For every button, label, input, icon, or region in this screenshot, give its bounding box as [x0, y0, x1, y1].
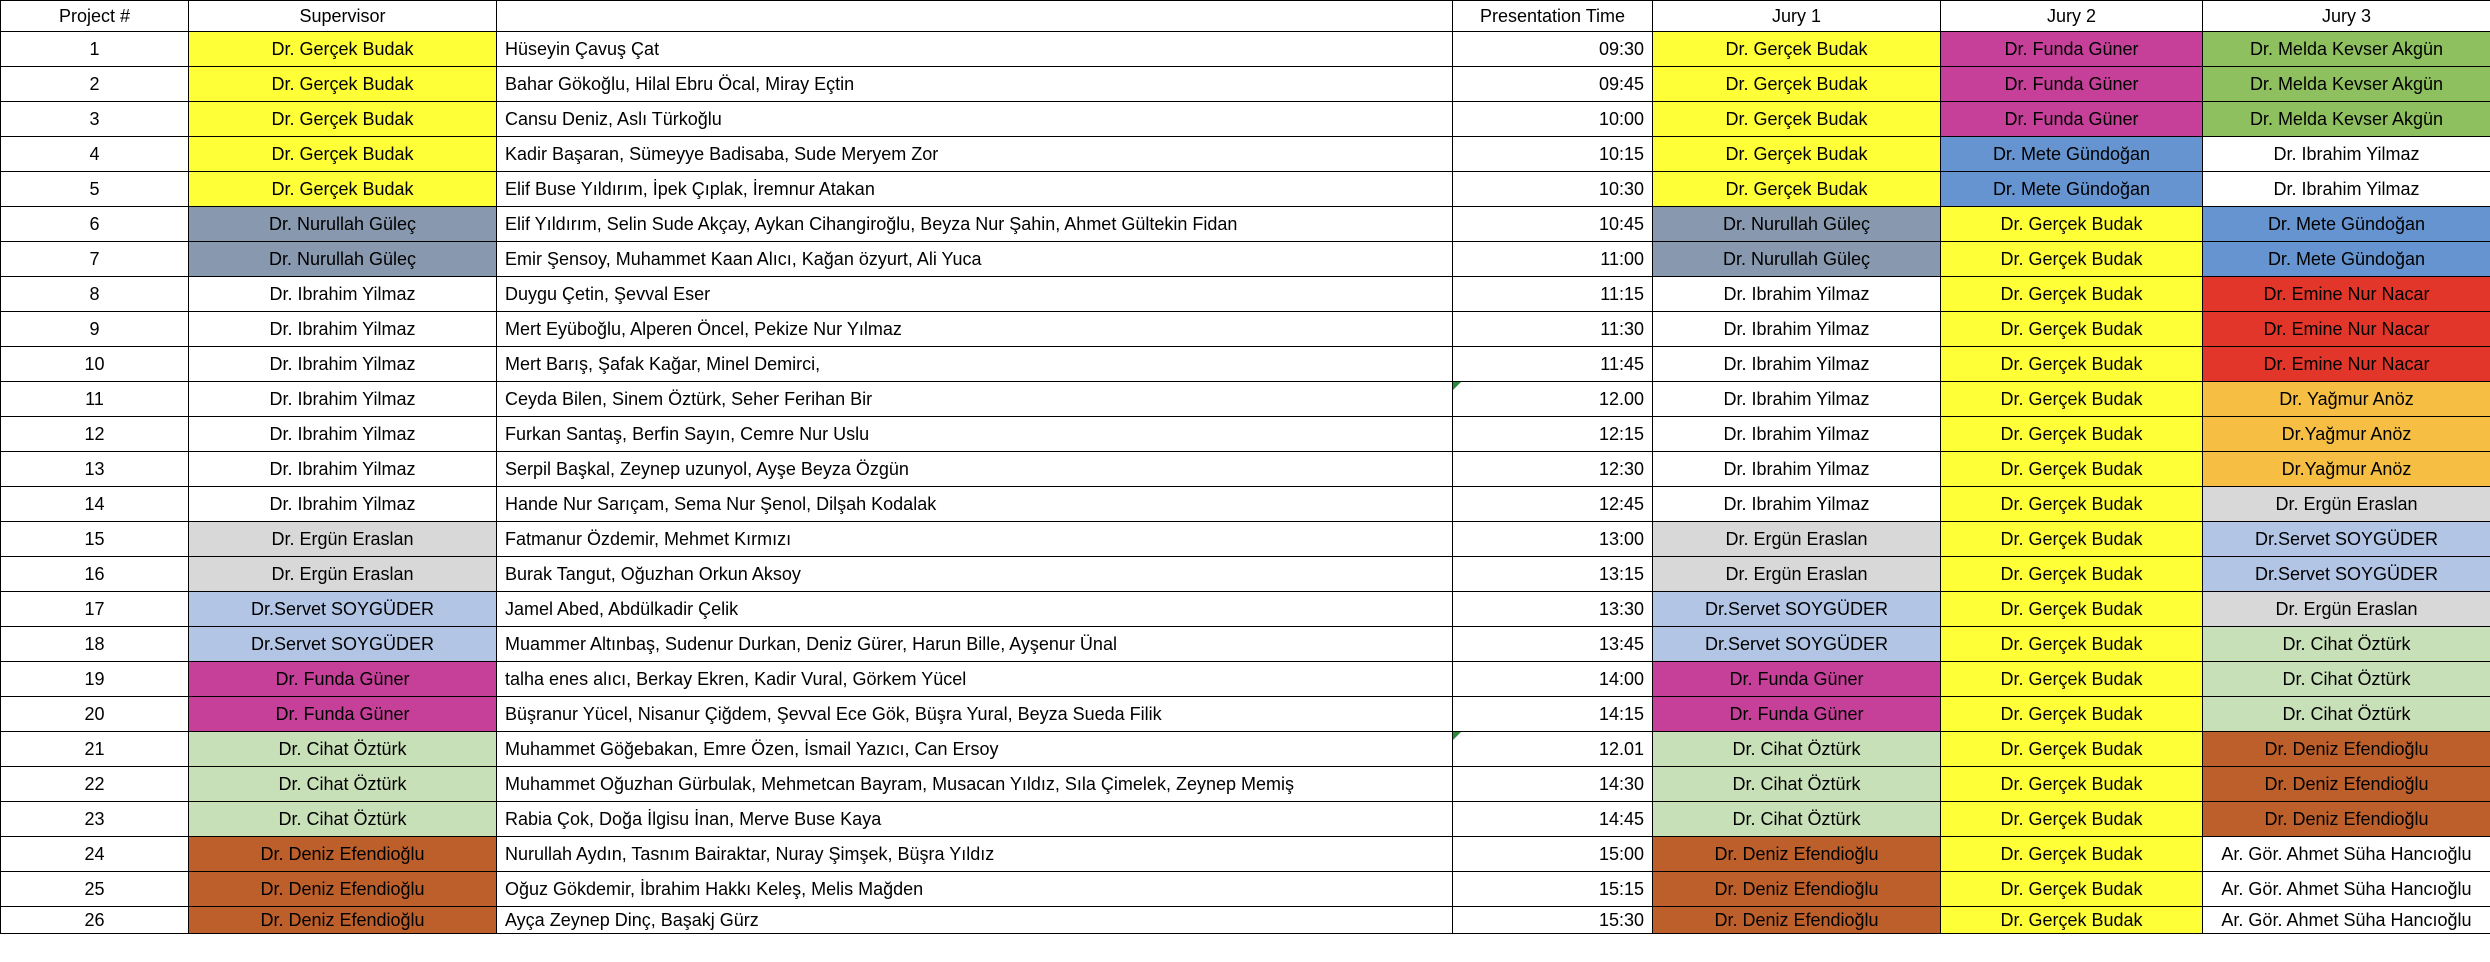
time-cell[interactable]: 14:00 — [1453, 662, 1653, 697]
project-number-cell[interactable]: 13 — [1, 452, 189, 487]
supervisor-cell[interactable]: Dr.Servet SOYGÜDER — [189, 627, 497, 662]
table-row — [1, 172, 2490, 207]
jury1-cell[interactable]: Dr. Cihat Öztürk — [1653, 767, 1941, 802]
project-number-cell[interactable]: 14 — [1, 487, 189, 522]
supervisor-cell[interactable]: Dr. Nurullah Güleç — [189, 207, 497, 242]
table-row — [1, 837, 2490, 872]
jury3-cell[interactable]: Dr. Deniz Efendioğlu — [2203, 802, 2490, 837]
supervisor-cell[interactable]: Dr. Ibrahim Yilmaz — [189, 312, 497, 347]
time-cell[interactable]: 12.00 — [1453, 382, 1653, 417]
jury2-cell[interactable]: Dr. Gerçek Budak — [1941, 312, 2203, 347]
time-cell[interactable]: 14:45 — [1453, 802, 1653, 837]
team-cell[interactable]: Burak Tangut, Oğuzhan Orkun Aksoy — [497, 557, 1453, 592]
project-number-cell[interactable]: 16 — [1, 557, 189, 592]
header-team — [497, 1, 1453, 32]
jury2-cell[interactable]: Dr. Gerçek Budak — [1941, 522, 2203, 557]
jury1-cell[interactable]: Dr. Ibrahim Yilmaz — [1653, 312, 1941, 347]
jury2-cell[interactable]: Dr. Funda Güner — [1941, 32, 2203, 67]
project-number-cell[interactable]: 10 — [1, 347, 189, 382]
jury2-cell[interactable]: Dr. Gerçek Budak — [1941, 452, 2203, 487]
team-cell[interactable]: Ayça Zeynep Dinç, Başakj Gürz — [497, 907, 1453, 934]
table-row — [1, 242, 2490, 277]
jury3-cell[interactable]: Ar. Gör. Ahmet Süha Hancıoğlu — [2203, 837, 2490, 872]
header-presentation-time: Presentation Time — [1453, 1, 1653, 32]
team-cell[interactable]: Emir Şensoy, Muhammet Kaan Alıcı, Kağan özyurt, Ali Yuca — [497, 242, 1453, 277]
time-cell[interactable]: 13:30 — [1453, 592, 1653, 627]
project-number-cell[interactable]: 3 — [1, 102, 189, 137]
time-cell[interactable]: 10:30 — [1453, 172, 1653, 207]
jury3-cell[interactable]: Dr. Emine Nur Nacar — [2203, 312, 2490, 347]
jury3-cell[interactable]: Dr. Melda Kevser Akgün — [2203, 32, 2490, 67]
supervisor-cell[interactable]: Dr. Ibrahim Yilmaz — [189, 417, 497, 452]
supervisor-cell[interactable]: Dr. Ibrahim Yilmaz — [189, 487, 497, 522]
supervisor-cell[interactable]: Dr.Servet SOYGÜDER — [189, 592, 497, 627]
team-cell[interactable]: Serpil Başkal, Zeynep uzunyol, Ayşe Beyza Özgün — [497, 452, 1453, 487]
team-cell[interactable]: Büşranur Yücel, Nisanur Çiğdem, Şevval Ece Gök, Büşra Yural, Beyza Sueda Filik — [497, 697, 1453, 732]
jury3-cell[interactable]: Ar. Gör. Ahmet Süha Hancıoğlu — [2203, 907, 2490, 934]
project-number-cell[interactable]: 24 — [1, 837, 189, 872]
jury3-cell[interactable]: Dr. Cihat Öztürk — [2203, 627, 2490, 662]
jury3-cell[interactable]: Dr. Ibrahim Yilmaz — [2203, 172, 2490, 207]
team-cell[interactable]: Rabia Çok, Doğa İlgisu İnan, Merve Buse Kaya — [497, 802, 1453, 837]
table-row — [1, 697, 2490, 732]
supervisor-cell[interactable]: Dr. Funda Güner — [189, 662, 497, 697]
jury1-cell[interactable]: Dr. Deniz Efendioğlu — [1653, 907, 1941, 934]
table-row — [1, 487, 2490, 522]
supervisor-cell[interactable]: Dr. Ibrahim Yilmaz — [189, 347, 497, 382]
header-jury-2: Jury 2 — [1941, 1, 2203, 32]
table-row — [1, 907, 2490, 934]
jury3-cell[interactable]: Dr. Mete Gündoğan — [2203, 242, 2490, 277]
team-cell[interactable]: Hande Nur Sarıçam, Sema Nur Şenol, Dilşah Kodalak — [497, 487, 1453, 522]
jury1-cell[interactable]: Dr. Cihat Öztürk — [1653, 802, 1941, 837]
time-cell[interactable]: 14:15 — [1453, 697, 1653, 732]
team-cell[interactable]: Elif Yıldırım, Selin Sude Akçay, Aykan Cihangiroğlu, Beyza Nur Şahin, Ahmet Gültekin Fidan — [497, 207, 1453, 242]
jury3-cell[interactable]: Dr. Ergün Eraslan — [2203, 592, 2490, 627]
project-number-cell[interactable]: 8 — [1, 277, 189, 312]
supervisor-cell[interactable]: Dr. Gerçek Budak — [189, 137, 497, 172]
time-cell[interactable]: 09:30 — [1453, 32, 1653, 67]
jury2-cell[interactable]: Dr. Mete Gündoğan — [1941, 137, 2203, 172]
supervisor-cell[interactable]: Dr. Ergün Eraslan — [189, 522, 497, 557]
project-number-cell[interactable]: 15 — [1, 522, 189, 557]
time-cell[interactable]: 11:45 — [1453, 347, 1653, 382]
project-number-cell[interactable]: 11 — [1, 382, 189, 417]
time-cell[interactable]: 15:00 — [1453, 837, 1653, 872]
jury2-cell[interactable]: Dr. Gerçek Budak — [1941, 697, 2203, 732]
supervisor-cell[interactable]: Dr. Ibrahim Yilmaz — [189, 452, 497, 487]
supervisor-cell[interactable]: Dr. Gerçek Budak — [189, 102, 497, 137]
team-cell[interactable]: Cansu Deniz, Aslı Türkoğlu — [497, 102, 1453, 137]
jury1-cell[interactable]: Dr. Gerçek Budak — [1653, 102, 1941, 137]
jury2-cell[interactable]: Dr. Gerçek Budak — [1941, 592, 2203, 627]
jury1-cell[interactable]: Dr. Ibrahim Yilmaz — [1653, 347, 1941, 382]
time-cell[interactable]: 15:30 — [1453, 907, 1653, 934]
jury2-cell[interactable]: Dr. Gerçek Budak — [1941, 802, 2203, 837]
header-project-number: Project # — [1, 1, 189, 32]
jury3-cell[interactable]: Dr. Melda Kevser Akgün — [2203, 102, 2490, 137]
jury2-cell[interactable]: Dr. Gerçek Budak — [1941, 417, 2203, 452]
jury1-cell[interactable]: Dr. Gerçek Budak — [1653, 137, 1941, 172]
jury3-cell[interactable]: Dr. Cihat Öztürk — [2203, 662, 2490, 697]
supervisor-cell[interactable]: Dr. Gerçek Budak — [189, 172, 497, 207]
time-cell[interactable]: 09:45 — [1453, 67, 1653, 102]
jury3-cell[interactable]: Dr.Servet SOYGÜDER — [2203, 557, 2490, 592]
jury1-cell[interactable]: Dr. Ibrahim Yilmaz — [1653, 487, 1941, 522]
table-row — [1, 102, 2490, 137]
jury2-cell[interactable]: Dr. Gerçek Budak — [1941, 277, 2203, 312]
team-cell[interactable]: Kadir Başaran, Sümeyye Badisaba, Sude Meryem Zor — [497, 137, 1453, 172]
time-cell[interactable]: 14:30 — [1453, 767, 1653, 802]
table-row — [1, 277, 2490, 312]
jury1-cell[interactable]: Dr. Deniz Efendioğlu — [1653, 872, 1941, 907]
project-number-cell[interactable]: 2 — [1, 67, 189, 102]
team-cell[interactable]: talha enes alıcı, Berkay Ekren, Kadir Vural, Görkem Yücel — [497, 662, 1453, 697]
jury3-cell[interactable]: Dr. Emine Nur Nacar — [2203, 277, 2490, 312]
team-cell[interactable]: Mert Eyüboğlu, Alperen Öncel, Pekize Nur Yılmaz — [497, 312, 1453, 347]
team-cell[interactable]: Ceyda Bilen, Sinem Öztürk, Seher Ferihan Bir — [497, 382, 1453, 417]
jury2-cell[interactable]: Dr. Mete Gündoğan — [1941, 172, 2203, 207]
jury3-cell[interactable]: Dr. Ibrahim Yilmaz — [2203, 137, 2490, 172]
supervisor-cell[interactable]: Dr. Ibrahim Yilmaz — [189, 382, 497, 417]
supervisor-cell[interactable]: Dr. Gerçek Budak — [189, 67, 497, 102]
team-cell[interactable]: Oğuz Gökdemir, İbrahim Hakkı Keleş, Melis Mağden — [497, 872, 1453, 907]
jury3-cell[interactable]: Dr.Servet SOYGÜDER — [2203, 522, 2490, 557]
supervisor-cell[interactable]: Dr. Ibrahim Yilmaz — [189, 277, 497, 312]
jury1-cell[interactable]: Dr. Gerçek Budak — [1653, 172, 1941, 207]
jury2-cell[interactable]: Dr. Gerçek Budak — [1941, 732, 2203, 767]
jury3-cell[interactable]: Dr.Yağmur Anöz — [2203, 452, 2490, 487]
jury1-cell[interactable]: Dr. Cihat Öztürk — [1653, 732, 1941, 767]
jury1-cell[interactable]: Dr. Ibrahim Yilmaz — [1653, 277, 1941, 312]
jury1-cell[interactable]: Dr. Funda Güner — [1653, 697, 1941, 732]
supervisor-cell[interactable]: Dr. Cihat Öztürk — [189, 802, 497, 837]
jury3-cell[interactable]: Ar. Gör. Ahmet Süha Hancıoğlu — [2203, 872, 2490, 907]
header-supervisor: Supervisor — [189, 1, 497, 32]
table-row — [1, 207, 2490, 242]
jury3-cell[interactable]: Dr. Deniz Efendioğlu — [2203, 767, 2490, 802]
jury2-cell[interactable]: Dr. Gerçek Budak — [1941, 207, 2203, 242]
jury2-cell[interactable]: Dr. Gerçek Budak — [1941, 627, 2203, 662]
time-cell[interactable]: 11:30 — [1453, 312, 1653, 347]
table-row — [1, 67, 2490, 102]
team-cell[interactable]: Furkan Santaş, Berfin Sayın, Cemre Nur Uslu — [497, 417, 1453, 452]
project-number-cell[interactable]: 21 — [1, 732, 189, 767]
time-cell[interactable]: 10:15 — [1453, 137, 1653, 172]
time-cell[interactable]: 10:00 — [1453, 102, 1653, 137]
jury2-cell[interactable]: Dr. Gerçek Budak — [1941, 382, 2203, 417]
project-number-cell[interactable]: 25 — [1, 872, 189, 907]
jury2-cell[interactable]: Dr. Gerçek Budak — [1941, 662, 2203, 697]
project-number-cell[interactable]: 19 — [1, 662, 189, 697]
team-cell[interactable]: Muhammet Göğebakan, Emre Özen, İsmail Yazıcı, Can Ersoy — [497, 732, 1453, 767]
jury2-cell[interactable]: Dr. Gerçek Budak — [1941, 837, 2203, 872]
jury1-cell[interactable]: Dr. Ibrahim Yilmaz — [1653, 382, 1941, 417]
supervisor-cell[interactable]: Dr. Deniz Efendioğlu — [189, 837, 497, 872]
table-row — [1, 347, 2490, 382]
jury2-cell[interactable]: Dr. Funda Güner — [1941, 102, 2203, 137]
jury2-cell[interactable]: Dr. Gerçek Budak — [1941, 347, 2203, 382]
supervisor-cell[interactable]: Dr. Nurullah Güleç — [189, 242, 497, 277]
project-number-cell[interactable]: 26 — [1, 907, 189, 934]
table-row — [1, 627, 2490, 662]
project-number-cell[interactable]: 6 — [1, 207, 189, 242]
project-number-cell[interactable]: 20 — [1, 697, 189, 732]
header-jury-1: Jury 1 — [1653, 1, 1941, 32]
team-cell[interactable]: Elif Buse Yıldırım, İpek Çıplak, İremnur Atakan — [497, 172, 1453, 207]
team-cell[interactable]: Mert Barış, Şafak Kağar, Minel Demirci, — [497, 347, 1453, 382]
team-cell[interactable]: Muammer Altınbaş, Sudenur Durkan, Deniz Gürer, Harun Bille, Ayşenur Ünal — [497, 627, 1453, 662]
time-cell[interactable]: 12:30 — [1453, 452, 1653, 487]
jury1-cell[interactable]: Dr.Servet SOYGÜDER — [1653, 592, 1941, 627]
supervisor-cell[interactable]: Dr. Cihat Öztürk — [189, 767, 497, 802]
supervisor-cell[interactable]: Dr. Funda Güner — [189, 697, 497, 732]
jury1-cell[interactable]: Dr. Funda Güner — [1653, 662, 1941, 697]
team-cell[interactable]: Duygu Çetin, Şevval Eser — [497, 277, 1453, 312]
time-cell[interactable]: 11:15 — [1453, 277, 1653, 312]
header-jury-3: Jury 3 — [2203, 1, 2490, 32]
jury1-cell[interactable]: Dr. Ergün Eraslan — [1653, 522, 1941, 557]
project-number-cell[interactable]: 7 — [1, 242, 189, 277]
project-number-cell[interactable]: 12 — [1, 417, 189, 452]
table-row — [1, 417, 2490, 452]
project-number-cell[interactable]: 22 — [1, 767, 189, 802]
table-row — [1, 137, 2490, 172]
table-row — [1, 872, 2490, 907]
time-cell[interactable]: 13:45 — [1453, 627, 1653, 662]
team-cell[interactable]: Jamel Abed, Abdülkadir Çelik — [497, 592, 1453, 627]
header-row — [1, 1, 2490, 32]
jury2-cell[interactable]: Dr. Gerçek Budak — [1941, 767, 2203, 802]
jury2-cell[interactable]: Dr. Gerçek Budak — [1941, 557, 2203, 592]
supervisor-cell[interactable]: Dr. Cihat Öztürk — [189, 732, 497, 767]
jury3-cell[interactable]: Dr. Mete Gündoğan — [2203, 207, 2490, 242]
project-number-cell[interactable]: 18 — [1, 627, 189, 662]
table-row — [1, 767, 2490, 802]
table-row — [1, 452, 2490, 487]
jury3-cell[interactable]: Dr.Yağmur Anöz — [2203, 417, 2490, 452]
time-cell[interactable]: 11:00 — [1453, 242, 1653, 277]
supervisor-cell[interactable]: Dr. Gerçek Budak — [189, 32, 497, 67]
supervisor-cell[interactable]: Dr. Ergün Eraslan — [189, 557, 497, 592]
supervisor-cell[interactable]: Dr. Deniz Efendioğlu — [189, 907, 497, 934]
table-row — [1, 32, 2490, 67]
table-row — [1, 732, 2490, 767]
project-number-cell[interactable]: 23 — [1, 802, 189, 837]
team-cell[interactable]: Muhammet Oğuzhan Gürbulak, Mehmetcan Bayram, Musacan Yıldız, Sıla Çimelek, Zeynep Memiş — [497, 767, 1453, 802]
jury1-cell[interactable]: Dr. Nurullah Güleç — [1653, 242, 1941, 277]
jury1-cell[interactable]: Dr. Gerçek Budak — [1653, 32, 1941, 67]
jury1-cell[interactable]: Dr. Nurullah Güleç — [1653, 207, 1941, 242]
jury2-cell[interactable]: Dr. Funda Güner — [1941, 67, 2203, 102]
team-cell[interactable]: Fatmanur Özdemir, Mehmet Kırmızı — [497, 522, 1453, 557]
team-cell[interactable]: Bahar Gökoğlu, Hilal Ebru Öcal, Miray Eçtin — [497, 67, 1453, 102]
jury2-cell[interactable]: Dr. Gerçek Budak — [1941, 872, 2203, 907]
project-number-cell[interactable]: 9 — [1, 312, 189, 347]
jury1-cell[interactable]: Dr. Ergün Eraslan — [1653, 557, 1941, 592]
team-cell[interactable]: Nurullah Aydın, Tasnım Bairaktar, Nuray Şimşek, Büşra Yıldız — [497, 837, 1453, 872]
time-cell[interactable]: 12:45 — [1453, 487, 1653, 522]
time-cell[interactable]: 12.01 — [1453, 732, 1653, 767]
jury3-cell[interactable]: Dr. Ergün Eraslan — [2203, 487, 2490, 522]
table-row — [1, 382, 2490, 417]
jury1-cell[interactable]: Dr.Servet SOYGÜDER — [1653, 627, 1941, 662]
jury1-cell[interactable]: Dr. Gerçek Budak — [1653, 67, 1941, 102]
team-cell[interactable]: Hüseyin Çavuş Çat — [497, 32, 1453, 67]
time-cell[interactable]: 13:00 — [1453, 522, 1653, 557]
table-row — [1, 557, 2490, 592]
table-row — [1, 662, 2490, 697]
jury3-cell[interactable]: Dr. Yağmur Anöz — [2203, 382, 2490, 417]
jury1-cell[interactable]: Dr. Deniz Efendioğlu — [1653, 837, 1941, 872]
time-cell[interactable]: 13:15 — [1453, 557, 1653, 592]
time-cell[interactable]: 10:45 — [1453, 207, 1653, 242]
jury3-cell[interactable]: Dr. Cihat Öztürk — [2203, 697, 2490, 732]
project-number-cell[interactable]: 1 — [1, 32, 189, 67]
time-cell[interactable]: 15:15 — [1453, 872, 1653, 907]
table-row — [1, 522, 2490, 557]
jury2-cell[interactable]: Dr. Gerçek Budak — [1941, 907, 2203, 934]
project-number-cell[interactable]: 5 — [1, 172, 189, 207]
project-number-cell[interactable]: 17 — [1, 592, 189, 627]
jury1-cell[interactable]: Dr. Ibrahim Yilmaz — [1653, 417, 1941, 452]
jury3-cell[interactable]: Dr. Melda Kevser Akgün — [2203, 67, 2490, 102]
table-row — [1, 592, 2490, 627]
jury1-cell[interactable]: Dr. Ibrahim Yilmaz — [1653, 452, 1941, 487]
table-row — [1, 802, 2490, 837]
jury3-cell[interactable]: Dr. Deniz Efendioğlu — [2203, 732, 2490, 767]
project-number-cell[interactable]: 4 — [1, 137, 189, 172]
table-row — [1, 312, 2490, 347]
jury3-cell[interactable]: Dr. Emine Nur Nacar — [2203, 347, 2490, 382]
jury2-cell[interactable]: Dr. Gerçek Budak — [1941, 487, 2203, 522]
jury2-cell[interactable]: Dr. Gerçek Budak — [1941, 242, 2203, 277]
time-cell[interactable]: 12:15 — [1453, 417, 1653, 452]
supervisor-cell[interactable]: Dr. Deniz Efendioğlu — [189, 872, 497, 907]
